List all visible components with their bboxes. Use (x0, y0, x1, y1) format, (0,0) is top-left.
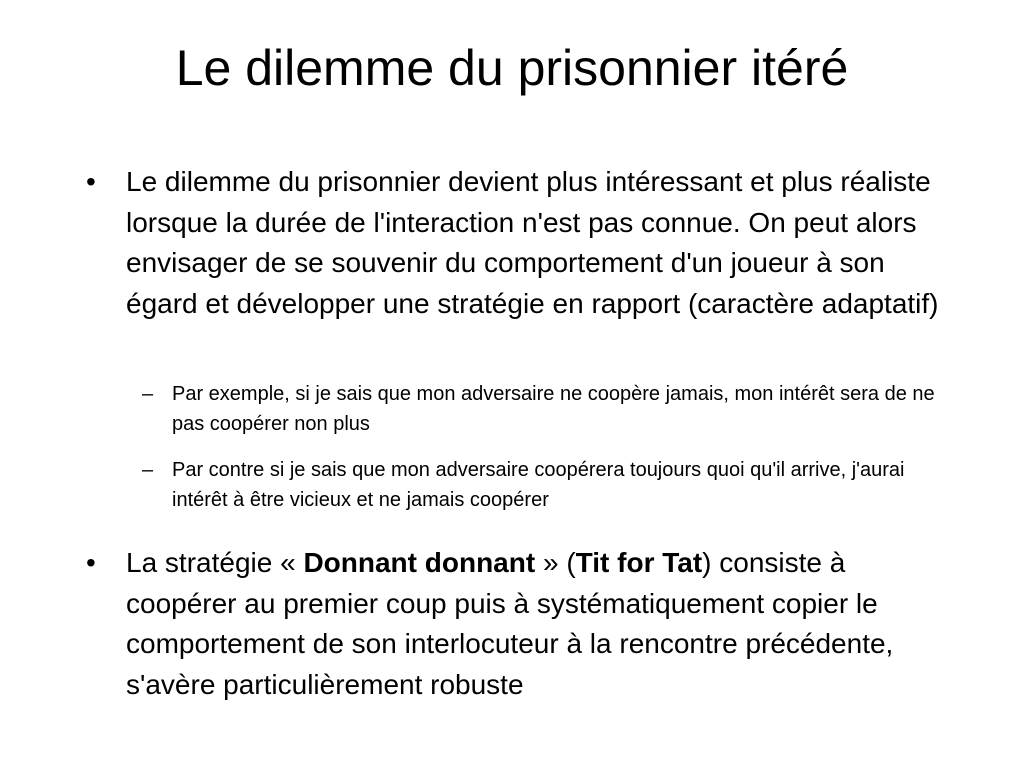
bullet-marker: • (86, 547, 96, 578)
bullet-2-text-part1: La stratégie « (126, 547, 304, 578)
sub-bullet-1-text: Par exemple, si je sais que mon adversaire ne coopère jamais, mon intérêt sera de ne pas coopérer non plus (172, 383, 935, 435)
bullet-1-text: Le dilemme du prisonnier devient plus intéressant et plus réaliste lorsque la durée de l'interaction n'est pas connue. On peut alors envisager de se souvenir du comportement d'un joueur à son égard et développer une stratégie en rapport (caractère adaptatif) (126, 166, 939, 319)
slide-title: Le dilemme du prisonnier itéré (175, 40, 849, 96)
sub-bullet-2 (142, 455, 952, 515)
sub-bullet-marker: – (142, 459, 154, 481)
bullet-2-strategy-name: Donnant donnant (303, 547, 536, 578)
bullet-marker: • (86, 166, 96, 197)
bullet-2-text-part3: ) consiste à coopérer au premier coup puis à systématiquement copier le comportement de son interlocuteur à la rencontre précédente, s'avère particulièrement robuste (126, 547, 894, 700)
sub-bullet-2-text: Par contre si je sais que mon adversaire coopérera toujours quoi qu'il arrive, j'aurai intérêt à être vicieux et ne jamais coopérer (172, 459, 905, 511)
bullet-2-english-name: Tit for Tat (575, 547, 703, 578)
bullet-2-text-part2: » ( (535, 547, 576, 578)
bullet-2 (86, 543, 956, 705)
sub-bullet-1 (142, 379, 952, 439)
sub-bullet-marker: – (142, 383, 154, 405)
bullet-1 (86, 162, 956, 324)
